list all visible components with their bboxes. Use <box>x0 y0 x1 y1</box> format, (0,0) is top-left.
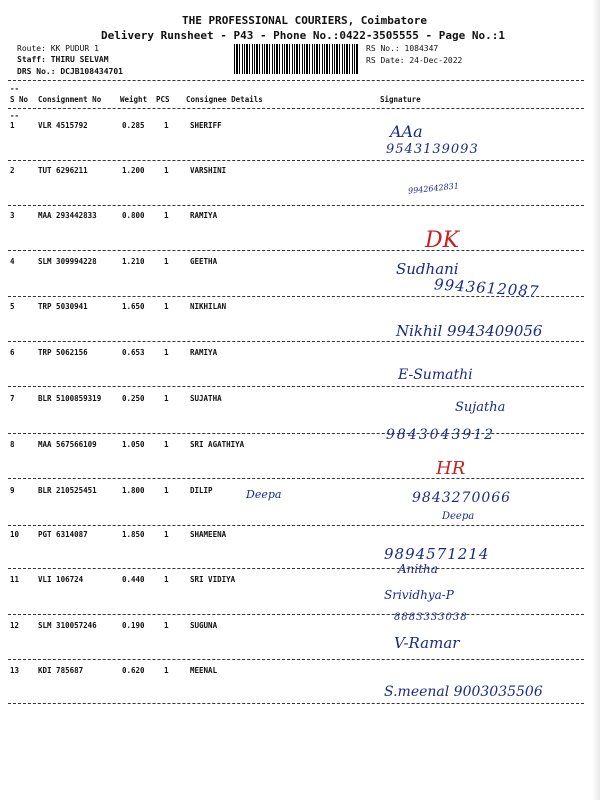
row-sno: 2 <box>10 166 15 175</box>
row-pcs: 1 <box>164 575 169 584</box>
signature-2a: 9942642831 <box>407 181 460 196</box>
divider <box>8 80 584 81</box>
row-consignment: PGT 6314087 <box>38 530 88 539</box>
row-consignee: DILIP <box>190 486 213 495</box>
signature-4a: Sudhani <box>396 260 459 278</box>
row-divider <box>8 341 584 342</box>
signature-9b: 9843270066 <box>412 490 512 506</box>
row-sno: 8 <box>10 440 15 449</box>
row-weight: 0.250 <box>122 394 145 403</box>
row-sno: 12 <box>10 621 20 630</box>
row-divider <box>8 703 584 704</box>
company-title: THE PROFESSIONAL COURIERS, Coimbatore <box>182 14 428 27</box>
row-divider <box>8 433 584 434</box>
row-consignment: TRP 5030941 <box>38 302 88 311</box>
signature-1b: 9543139093 <box>386 142 479 157</box>
row-pcs: 1 <box>164 257 169 266</box>
row-pcs: 1 <box>164 121 169 130</box>
col-weight: Weight <box>120 95 148 104</box>
signature-12: V-Ramar <box>394 634 460 652</box>
row-weight: 0.653 <box>122 348 145 357</box>
row-consignee: NIKHILAN <box>190 302 227 311</box>
runsheet-title: Delivery Runsheet - P43 - Phone No.:0422-3505555 - Page No.:1 <box>101 29 505 42</box>
row-consignment: MAA 567566109 <box>38 440 97 449</box>
row-weight: 1.210 <box>122 257 145 266</box>
row-consignee: SUGUNA <box>190 621 218 630</box>
signature-11b: 8883333038 <box>394 612 468 623</box>
row-divider <box>8 568 584 569</box>
row-divider <box>8 386 584 387</box>
row-sno: 3 <box>10 211 15 220</box>
col-pcs: PCS <box>156 95 170 104</box>
drs-number: DRS No.: DCJB108434701 <box>17 67 123 76</box>
dash-mark: -- <box>10 111 20 120</box>
staff-label: Staff: THIRU SELVAM <box>17 55 109 64</box>
signature-9a: HR <box>436 458 466 479</box>
signature-11a: Srividhya-P <box>384 588 454 602</box>
row-sno: 10 <box>10 530 20 539</box>
row-pcs: 1 <box>164 666 169 675</box>
signature-9c: Deepa <box>246 488 282 501</box>
row-divider <box>8 205 584 206</box>
row-consignee: RAMIYA <box>190 348 218 357</box>
row-consignment: SLM 310057246 <box>38 621 97 630</box>
barcode-image <box>234 44 358 74</box>
signature-6: E-Sumathi <box>398 367 473 383</box>
signature-3: DK <box>425 228 460 253</box>
divider <box>8 108 584 109</box>
row-consignee: SHAMEENA <box>190 530 227 539</box>
row-weight: 1.650 <box>122 302 145 311</box>
route-label: Route: KK PUDUR 1 <box>17 44 99 53</box>
signature-7: Sujatha <box>455 400 506 415</box>
signature-10a: 9894571214 <box>384 545 490 563</box>
row-consignee: GEETHA <box>190 257 218 266</box>
row-pcs: 1 <box>164 486 169 495</box>
dash-mark: -- <box>10 84 20 93</box>
row-consignment: SLM 309994228 <box>38 257 97 266</box>
row-weight: 0.800 <box>122 211 145 220</box>
rs-date: RS Date: 24-Dec-2022 <box>366 56 463 65</box>
row-weight: 1.800 <box>122 486 145 495</box>
col-consignment: Consignment No <box>38 95 102 104</box>
row-pcs: 1 <box>164 440 169 449</box>
row-consignment: TUT 6296211 <box>38 166 88 175</box>
row-consignee: RAMIYA <box>190 211 218 220</box>
signature-13: S.meenal 9003035506 <box>384 684 543 700</box>
row-sno: 4 <box>10 257 15 266</box>
row-consignee: SUJATHA <box>190 394 222 403</box>
row-weight: 0.190 <box>122 621 145 630</box>
row-consignment: TRP 5062156 <box>38 348 88 357</box>
row-consignment: VLI 106724 <box>38 575 84 584</box>
signature-9d: Deepa <box>442 511 475 522</box>
row-divider <box>8 478 584 479</box>
row-sno: 6 <box>10 348 15 357</box>
row-sno: 13 <box>10 666 20 675</box>
rs-number: RS No.: 1084347 <box>366 44 439 53</box>
row-pcs: 1 <box>164 166 169 175</box>
row-weight: 0.620 <box>122 666 145 675</box>
signature-8: 9843043912 <box>386 427 496 443</box>
row-sno: 9 <box>10 486 15 495</box>
col-consignee: Consignee Details <box>186 95 263 104</box>
row-consignee: MEENAL <box>190 666 218 675</box>
row-weight: 0.440 <box>122 575 145 584</box>
row-pcs: 1 <box>164 394 169 403</box>
row-sno: 1 <box>10 121 15 130</box>
row-consignment: BLR 210525451 <box>38 486 97 495</box>
row-divider <box>8 614 584 615</box>
row-consignment: BLR 5100859319 <box>38 394 102 403</box>
row-consignment: VLR 4515792 <box>38 121 88 130</box>
row-pcs: 1 <box>164 621 169 630</box>
signature-4b: 9943612087 <box>433 275 540 301</box>
row-weight: 1.850 <box>122 530 145 539</box>
row-sno: 5 <box>10 302 15 311</box>
signature-10b: Anitha <box>398 562 438 576</box>
col-signature: Signature <box>380 95 421 104</box>
row-consignment: MAA 293442833 <box>38 211 97 220</box>
scan-edge <box>592 0 600 800</box>
row-weight: 1.050 <box>122 440 145 449</box>
row-divider <box>8 659 584 660</box>
row-consignment: KDI 785687 <box>38 666 84 675</box>
col-sno: S No <box>10 95 29 104</box>
signature-5: Nikhil 9943409056 <box>396 322 543 340</box>
row-consignee: VARSHINI <box>190 166 227 175</box>
signature-1a: AAa <box>390 122 423 141</box>
row-pcs: 1 <box>164 530 169 539</box>
row-sno: 11 <box>10 575 20 584</box>
row-divider <box>8 250 584 251</box>
row-sno: 7 <box>10 394 15 403</box>
row-divider <box>8 160 584 161</box>
row-consignee: SRI VIDIYA <box>190 575 236 584</box>
row-consignee: SRI AGATHIYA <box>190 440 245 449</box>
row-pcs: 1 <box>164 348 169 357</box>
row-weight: 0.285 <box>122 121 145 130</box>
row-divider <box>8 525 584 526</box>
row-pcs: 1 <box>164 302 169 311</box>
row-consignee: SHERIFF <box>190 121 222 130</box>
row-pcs: 1 <box>164 211 169 220</box>
row-weight: 1.200 <box>122 166 145 175</box>
